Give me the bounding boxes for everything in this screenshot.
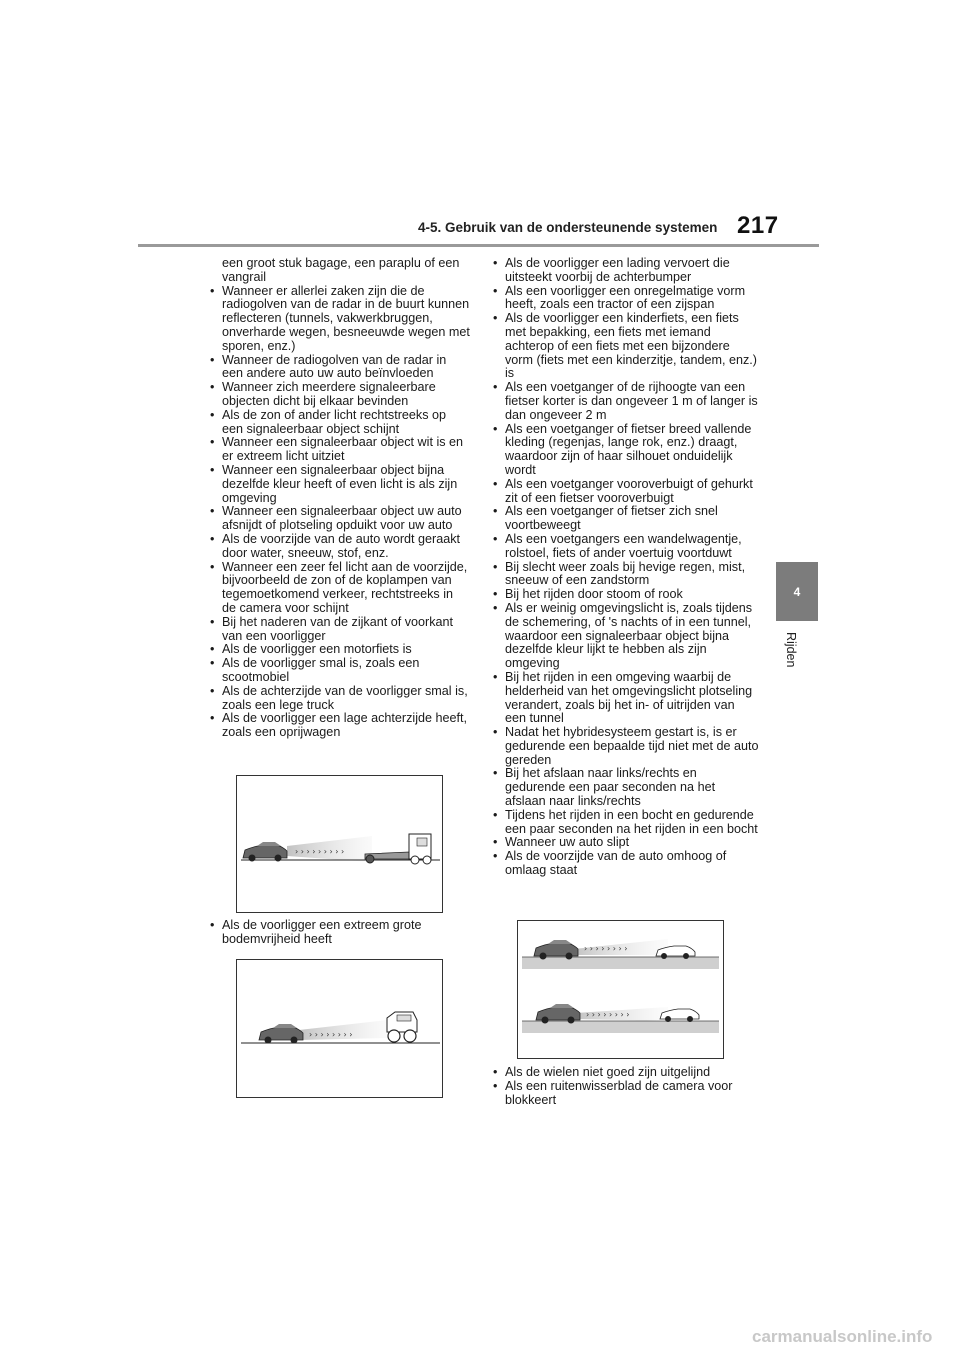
page-number: 217 (737, 212, 779, 239)
section-title: 4-5. Gebruik van de ondersteunende systemen (418, 220, 718, 235)
car-icon (536, 1004, 580, 1024)
list-item: een groot stuk bagage, een paraplu of een vangrail (222, 256, 460, 284)
list-item: • Als een voetganger vooroverbuigt of gehurkt zit of een fietser vooroverbuigt (491, 478, 759, 506)
illustration-turning-scenes-drawing (518, 921, 723, 1058)
svg-text:› › › › › › › ›: › › › › › › › › (584, 944, 628, 953)
list-item: • Als de zon of ander licht rechtstreeks op een signaleerbaar object schijnt (208, 409, 470, 437)
list-item: • Als de voorligger smal is, zoals een scootmobiel (208, 657, 470, 685)
list-item: • Wanneer de radiogolven van de radar in een andere auto uw auto beïnvloeden (208, 354, 470, 382)
list-item: • Wanneer zich meerdere signaleerbare objecten dicht bij elkaar bevinden (208, 381, 470, 409)
car-icon (243, 842, 287, 862)
list-item: • Als de achterzijde van de voorligger smal is, zoals een lege truck (208, 685, 470, 713)
list-item: • Als een ruitenwisserblad de camera voor blokkeert (491, 1080, 759, 1108)
list-item: • Als de wielen niet goed zijn uitgelijnd (491, 1066, 759, 1080)
list-item: • Bij het rijden door stoom of rook (491, 588, 759, 602)
right-column-text (491, 257, 759, 878)
list-item: • Als de voorzijde van de auto omhoog of omlaag staat (491, 850, 759, 878)
list-item: • Als een voetganger of fietser breed vallende kleding (regenjas, lange rok, enz.) draagt, waardoor zijn of haar silhouet onduidelijk wordt (491, 423, 759, 478)
list-item: • Als een voetganger of fietser zich snel voortbeweegt (491, 505, 759, 533)
chapter-number: 4 (793, 584, 801, 599)
header-divider (138, 244, 819, 247)
illustration-turning-scenes (517, 920, 724, 1059)
list-item: • Bij het rijden in een omgeving waarbij de helderheid van het omgevingslicht plotseling verandert, zoals bij het in- of uitrijden van een tunnel (491, 671, 759, 726)
illustration-high-clearance-vehicle (236, 959, 443, 1098)
watermark: carmanualsonline.info (752, 1327, 933, 1346)
right-column-lower-text (491, 1066, 759, 1107)
list-item: • Als de voorligger een lading vervoert die uitsteekt voorbij de achterbumper (491, 257, 759, 285)
suv-icon (387, 1012, 417, 1042)
list-item: • Wanneer uw auto slipt (491, 836, 759, 850)
list-item: • Als er weinig omgevingslicht is, zoals tijdens de schemering, of 's nachts of in een tunnel, waardoor een signaleerbaar object bijna dezelfde kleur lijkt te hebben als zijn omgeving (491, 602, 759, 671)
list-item: • Als de voorligger een extreem grote bodemvrijheid heeft (208, 919, 470, 947)
list-item: • Nadat het hybridesysteem gestart is, is er gedurende een bepaalde tijd niet met de auto gereden (491, 726, 759, 767)
list-item: • Als de voorligger een kinderfiets, een fiets met bepakking, een fiets met iemand achterop of een fiets met een bijzondere vorm (fiets met een kinderzitje, tandem, enz.) is (491, 312, 759, 381)
list-item: • Bij het afslaan naar links/rechts en gedurende een paar seconden na het afslaan naar links/rechts (491, 767, 759, 808)
list-item: • Wanneer een zeer fel licht aan de voorzijde, bijvoorbeeld de zon of de koplampen van tegemoetkomend verkeer, rechtstreeks in de camera voor schijnt (208, 561, 470, 616)
left-column-lower-text (208, 919, 470, 947)
list-item: • Tijdens het rijden in een bocht en gedurende een paar seconden na het rijden in een bocht (491, 809, 759, 837)
list-item: • Bij slecht weer zoals bij hevige regen, mist, sneeuw of een zandstorm (491, 561, 759, 589)
list-item: • Bij het naderen van de zijkant of voorkant van een voorligger (208, 616, 470, 644)
car-icon (259, 1024, 303, 1044)
list-item: • Als een voetganger of de rijhoogte van een fietser korter is dan ongeveer 1 m of langer is dan ongeveer 2 m (491, 381, 759, 422)
list-item: • Als een voetgangers een wandelwagentje, rolstoel, fiets of ander voertuig voortduwt (491, 533, 759, 561)
list-item: • Wanneer er allerlei zaken zijn die de radiogolven van de radar in de buurt kunnen reflecteren (tunnels, vakwerkbruggen, onverharde wegen, besneeuwde wegen met sporen, enz.) (208, 285, 470, 354)
list-item: • Wanneer een signaleerbaar object wit is en er extreem licht uitziet (208, 436, 470, 464)
list-item: • Als een voorligger een onregelmatige vorm heeft, zoals een tractor of een zijspan (491, 285, 759, 313)
list-item: • Wanneer een signaleerbaar object bijna dezelfde kleur heeft of even licht is als zijn omgeving (208, 464, 470, 505)
svg-text:› › › › › › › ›: › › › › › › › › (309, 1030, 353, 1039)
left-column-text (208, 257, 470, 740)
illustration-low-rear-vehicle (236, 775, 443, 913)
chapter-label: Rijden (784, 632, 798, 668)
list-item: • Als de voorzijde van de auto wordt geraakt door water, sneeuw, stof, enz. (208, 533, 470, 561)
list-item: • Als de voorligger een lage achterzijde heeft, zoals een oprijwagen (208, 712, 470, 740)
svg-text:› › › › › › › ›: › › › › › › › › (586, 1010, 630, 1019)
illustration-low-rear-vehicle-drawing (237, 776, 442, 912)
svg-text:› › › › › › › › ›: › › › › › › › › › (295, 847, 345, 856)
car-icon (534, 940, 578, 960)
list-item: • Als de voorligger een motorfiets is (208, 643, 470, 657)
illustration-high-clearance-vehicle-drawing (237, 960, 442, 1097)
list-item: • Wanneer een signaleerbaar object uw auto afsnijdt of plotseling opduikt voor uw auto (208, 505, 470, 533)
chapter-tab[interactable] (776, 562, 818, 621)
